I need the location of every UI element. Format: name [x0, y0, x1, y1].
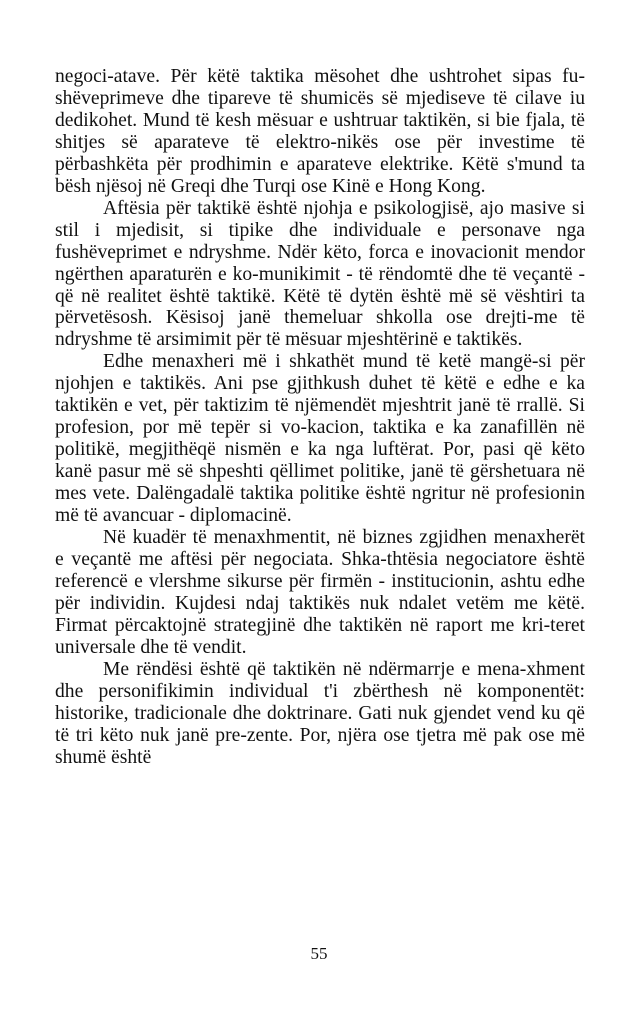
paragraph-2: Aftësia për taktikë është njohja e psikologjisë, ajo masive si stil i mjedisit, si tipike dhe individuale e personave nga fushëveprimet e ndryshme. Ndër këto, forca e inovacionit mendor ngërthen aparaturën e ko-munikimit - të rëndomtë dhe të veçantë - që në realitet është taktikë. Këtë të dytën është më së vështiri ta përvetësosh. Kësisoj janë themeluar shkolla ose drejti-me të ndryshme të arsimimit për të mësuar mjeshtërinë e taktikës.	[55, 197, 585, 351]
paragraph-3: Edhe menaxheri më i shkathët mund të ketë mangë-si për njohjen e taktikës. Ani pse gjithkush duhet të këtë e edhe e ka taktikën e vet, për taktizim të njëmendët mjeshtrit janë të rrallë. Si profesion, por më tepër si vo-kacion, taktika e ka zanafillën në politikë, megjithëqë nismën e ka nga luftërat. Por, pasi që këto kanë pasur më së shpeshti qëllimet politike, janë të gërshetuara në mes vete. Dalëngadalë taktika politike është ngritur në profesionin më të avancuar - diplomacinë.	[55, 351, 585, 527]
paragraph-1: negoci-atave. Për këtë taktika mësohet dhe ushtrohet sipas fu-shëveprimeve dhe tipareve të shumicës së mjediseve të cilave iu dedikohet. Mund të kesh mësuar e ushtruar taktikën, si bie fjala, të shitjes së aparateve të elektro-nikës ose për investime të përbashkëta për prodhimin e aparateve elektrike. Këtë s'mund ta bësh njësoj në Greqi dhe Turqi ose Kinë e Hong Kong.	[55, 66, 585, 197]
page-body	[55, 66, 585, 769]
paragraph-5: Me rëndësi është që taktikën në ndërmarrje e mena-xhment dhe personifikimin individual t'i zbërthesh në komponentët: historike, tradicionale dhe doktrinare. Gati nuk gjendet vend ku që të tri këto nuk janë pre-zente. Por, njëra ose tjetra më pak ose më shumë është	[55, 658, 585, 768]
page-number: 55	[310, 944, 328, 963]
paragraph-4: Në kuadër të menaxhmentit, në biznes zgjidhen menaxherët e veçantë me aftësi për negociata. Shka-thtësia negociatore është referencë e vlershme sikurse për firmën - institucionin, ashtu edhe për individin. Kujdesi ndaj taktikës nuk ndalet vetëm me këtë. Firmat përcaktojnë strategjinë dhe taktikën në raport me kri-teret universale dhe të vendit.	[55, 527, 585, 658]
